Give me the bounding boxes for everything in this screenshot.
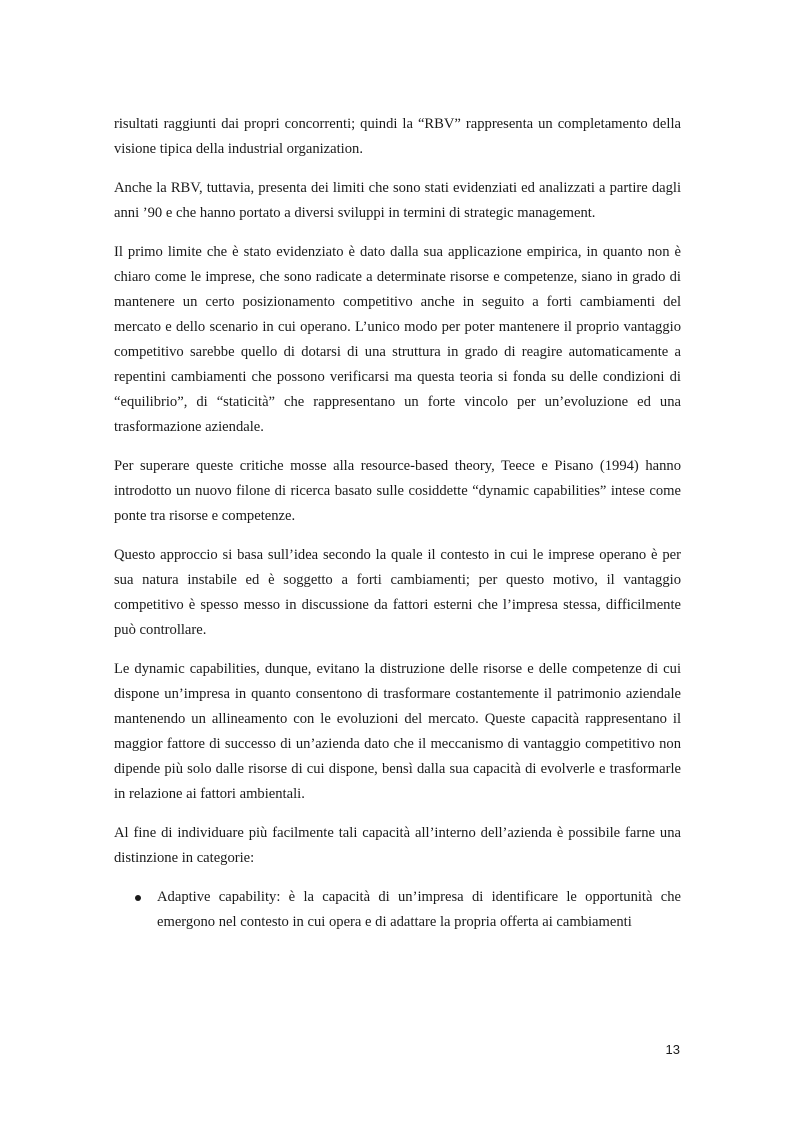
page-number: 13 [665,1042,680,1057]
paragraph-3: Il primo limite che è stato evidenziato è dato dalla sua applicazione empirica, in quanto non è chiaro come le imprese, che sono radicate a determinate risorse e competenze, siano in grado di mantenere un certo posizionamento competitivo anche in seguito a forti cambiamenti del mercato e dello scenario in cui operano. L’unico modo per poter mantenere il proprio vantaggio competitivo sarebbe quello di dotarsi di una struttura in grado di reagire automaticamente a repentini cambiamenti che possono verificarsi ma questa teoria si fonda su delle condizioni di “equilibrio”, di “staticità” che rappresentano un forte vincolo per un’evoluzione ed una trasformazione aziendale. [114,244,681,435]
paragraph-6: Le dynamic capabilities, dunque, evitano la distruzione delle risorse e delle competenze di cui dispone un’impresa in quanto consentono di trasformare costantemente il patrimonio aziendale mantenendo un allineamento con le evoluzioni del mercato. Queste capacità rappresentano il maggior fattore di successo di un’azienda dato che il meccanismo di vantaggio competitivo non dipende più solo dalle risorse di cui dispone, bensì dalla sua capacità di evolverle e trasformarle in relazione ai fattori ambientali. [114,661,681,802]
body-text [114,112,681,935]
paragraph-2: Anche la RBV, tuttavia, presenta dei limiti che sono stati evidenziati ed analizzati a partire dagli anni ’90 e che hanno portato a diversi sviluppi in termini di strategic management. [114,180,681,221]
capability-list [114,885,681,935]
list-item [114,885,681,935]
bullet-icon [135,895,141,901]
list-item-text: Adaptive capability: è la capacità di un’impresa di identificare le opportunità che emergono nel contesto in cui opera e di adattare la propria offerta ai cambiamenti [157,889,681,930]
paragraph-5: Questo approccio si basa sull’idea secondo la quale il contesto in cui le imprese operano è per sua natura instabile ed è soggetto a forti cambiamenti; per questo motivo, il vantaggio competitivo è spesso messo in discussione da fattori esterni che l’impresa stessa, difficilmente può controllare. [114,547,681,638]
paragraph-1: risultati raggiunti dai propri concorrenti; quindi la “RBV” rappresenta un completamento della visione tipica della industrial organization. [114,116,681,157]
paragraph-7: Al fine di individuare più facilmente tali capacità all’interno dell’azienda è possibile farne una distinzione in categorie: [114,825,681,866]
paragraph-4: Per superare queste critiche mosse alla resource-based theory, Teece e Pisano (1994) hanno introdotto un nuovo filone di ricerca basato sulle cosiddette “dynamic capabilities” intese come ponte tra risorse e competenze. [114,458,681,524]
